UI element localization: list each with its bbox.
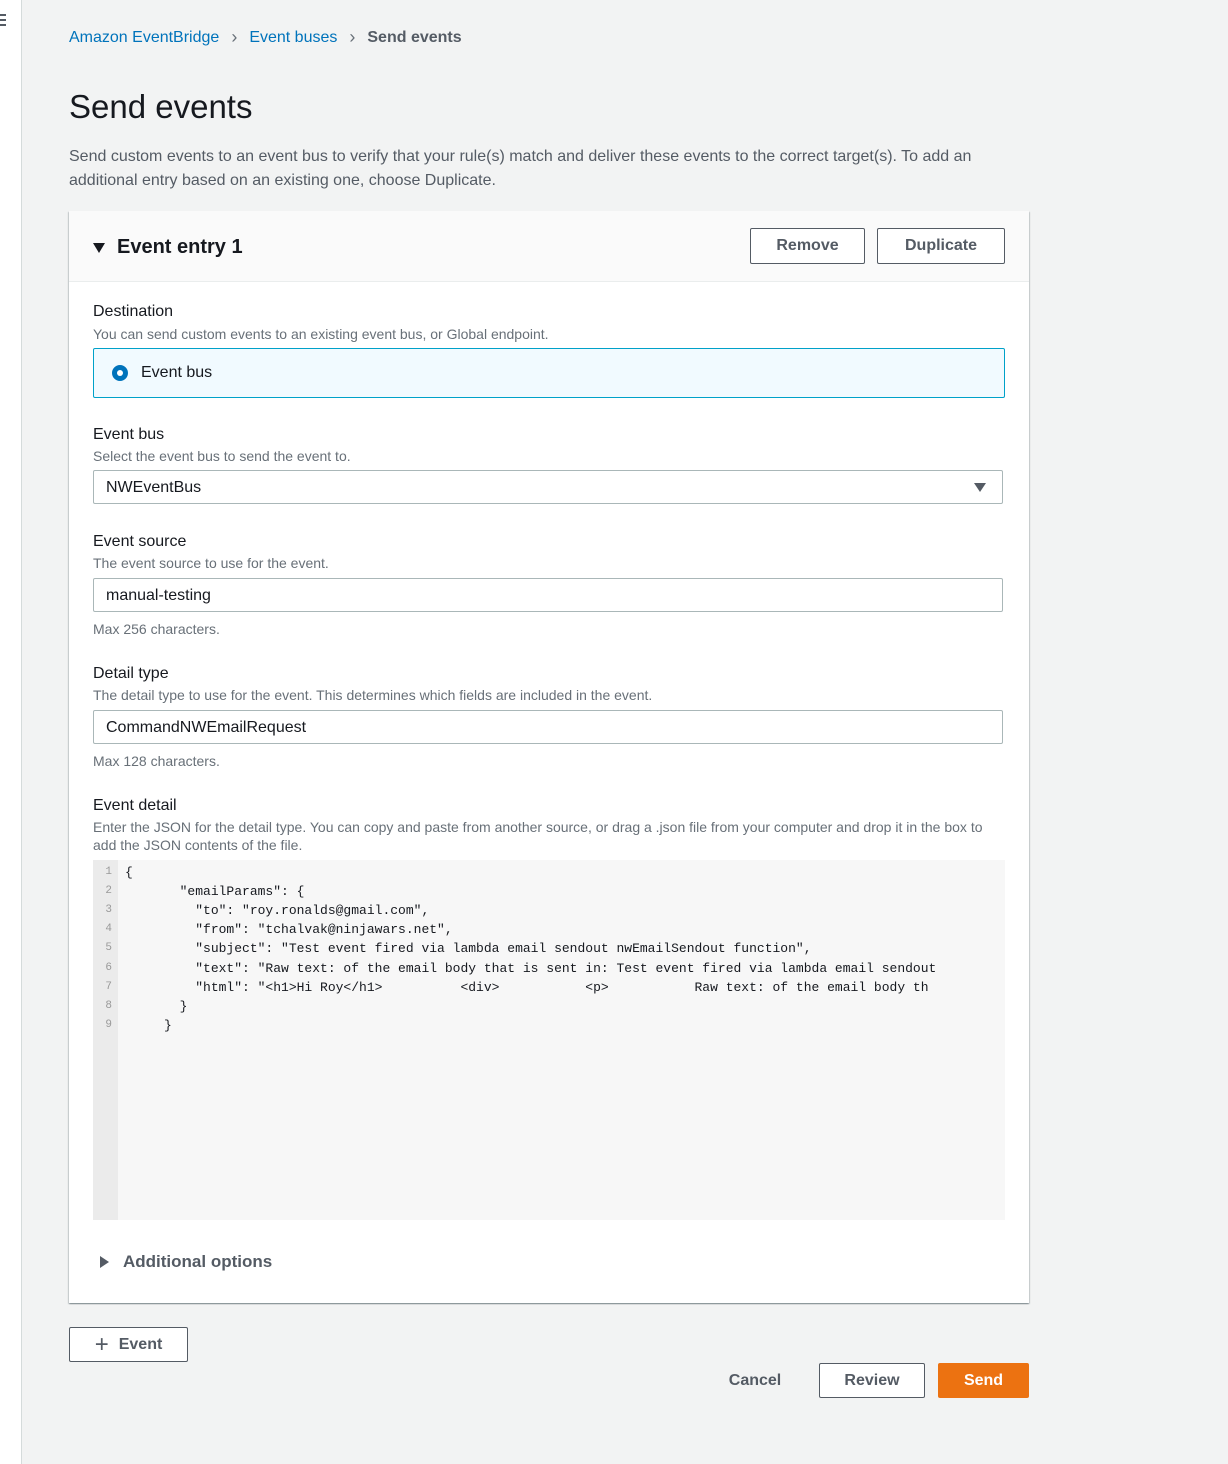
breadcrumb-link-event-buses[interactable]: Event buses [249,28,338,46]
caret-down-icon [974,483,986,492]
code-text: } [125,1017,172,1033]
code-line [93,882,1005,901]
additional-options-toggle[interactable] [100,1252,272,1272]
code-line [93,920,1005,939]
event-source-hint: The event source to use for the event. [93,555,329,571]
detail-type-constraint: Max 128 characters. [93,753,220,769]
event-bus-hint: Select the event bus to send the event to. [93,448,351,464]
additional-options-label: Additional options [123,1252,273,1271]
line-number: 5 [105,942,112,955]
radio-selected-icon [112,365,128,381]
code-text: "from": "tchalvak@ninjawars.net", [125,922,453,938]
event-bus-label: Event bus [93,426,165,443]
event-entry-toggle[interactable] [93,236,243,259]
plus-icon: + [94,1330,109,1358]
page-title: Send events [69,88,253,125]
menu-icon[interactable] [0,14,6,28]
event-entry-header [69,211,1029,282]
code-line [93,997,1005,1016]
add-event-label: Event [118,1335,163,1353]
code-line [93,978,1005,997]
code-text: "html": "<h1>Hi Roy</h1> <div> <p> Raw text: of the email body th [125,979,929,995]
code-line [93,901,1005,920]
event-entry-title: Event entry 1 [117,236,243,258]
destination-hint: You can send custom events to an existing event bus, or Global endpoint. [93,326,549,342]
event-source-value: manual-testing [106,587,211,604]
destination-radio-event-bus[interactable] [93,348,1005,398]
code-text: "subject": "Test event fired via lambda email sendout nwEmailSendout function", [125,941,812,957]
event-source-constraint: Max 256 characters. [93,621,220,637]
page-description: Send custom events to an event bus to verify that your rule(s) match and deliver these events to the correct target(s). To add an additional entry based on an existing one, choose Duplicate. [69,148,972,189]
review-button[interactable]: Review [819,1363,925,1398]
left-nav-rail [0,0,22,1464]
line-number: 7 [105,980,112,993]
chevron-right-icon: › [349,27,356,47]
send-button[interactable]: Send [938,1363,1029,1398]
line-number: 3 [105,904,112,917]
line-number: 9 [105,1018,112,1031]
duplicate-button[interactable]: Duplicate [877,228,1005,264]
detail-type-input[interactable] [93,710,1003,744]
code-text: "text": "Raw text: of the email body that is sent in: Test event fired via lambda email sendout [125,960,937,976]
cancel-button[interactable]: Cancel [709,1364,801,1398]
event-detail-label: Event detail [93,797,177,814]
code-text: { [125,865,133,880]
code-line [93,863,1005,882]
breadcrumb-link-eventbridge[interactable]: Amazon EventBridge [69,28,220,46]
event-bus-select[interactable] [93,470,1003,504]
add-event-button[interactable] [69,1327,188,1362]
event-source-input[interactable] [93,578,1003,612]
caret-down-icon [93,243,105,253]
event-detail-hint: Enter the JSON for the detail type. You can copy and paste from another source, or drag a .json file from your computer and drop it in the box to add the JSON contents of the file. [93,819,983,853]
chevron-right-icon: › [231,27,238,47]
event-bus-value: NWEventBus [106,479,202,496]
event-entry-panel [69,211,1029,1303]
radio-label: Event bus [141,364,213,381]
code-line [93,959,1005,978]
code-line [93,939,1005,958]
code-line [93,1016,1005,1035]
detail-type-value: CommandNWEmailRequest [106,719,307,736]
event-source-label: Event source [93,533,187,550]
breadcrumb [69,27,462,48]
remove-button[interactable]: Remove [750,228,865,264]
line-number: 1 [105,866,112,878]
line-number: 6 [105,961,112,974]
line-number: 2 [105,885,112,898]
code-text: "emailParams": { [125,884,305,900]
detail-type-hint: The detail type to use for the event. This determines which fields are included in the event. [93,687,653,703]
code-text: } [125,998,188,1014]
event-detail-editor[interactable] [93,860,1005,1220]
breadcrumb-current: Send events [367,28,462,46]
detail-type-label: Detail type [93,665,169,682]
destination-label: Destination [93,303,174,320]
code-text: "to": "roy.ronalds@gmail.com", [125,903,430,919]
line-number: 8 [105,999,112,1012]
caret-right-icon [100,1256,109,1268]
line-number: 4 [105,923,112,936]
